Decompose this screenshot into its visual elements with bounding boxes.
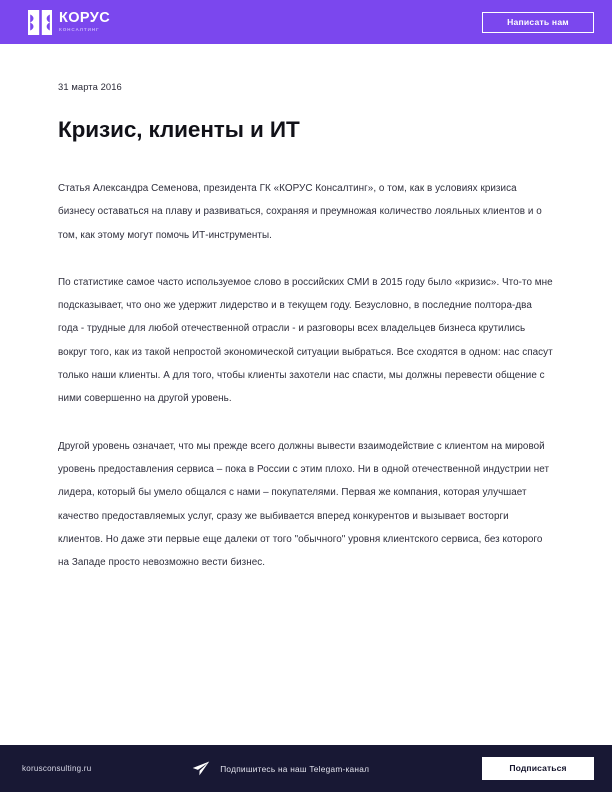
article-container — [0, 81, 612, 574]
telegram-paper-plane-icon — [192, 761, 210, 776]
article-body — [58, 177, 554, 574]
subscribe-button[interactable]: Подписаться — [482, 757, 594, 780]
footer-telegram-text: Подпишитесь на наш Telegam-канал — [220, 763, 370, 774]
brand-title: КОРУС — [59, 10, 111, 27]
footer-telegram-block[interactable] — [91, 761, 470, 776]
site-footer — [0, 745, 612, 792]
brand-wordmark — [59, 11, 110, 33]
site-header — [0, 0, 612, 44]
brand-logo[interactable] — [28, 10, 110, 35]
korus-logo-icon — [28, 10, 52, 35]
article-title: Кризис, клиенты и ИТ — [58, 117, 300, 142]
article-paragraph: По статистике самое часто используемое слово в российских СМИ в 2015 году было «кризис». Что-то мне подсказывает, что оно же удержит лидерство и в текущем году. Безусловно, в последние полтора-два года - трудные для любой отечественной отрасли - и разговоры всех владельцев бизнеса крутились вокруг того, как из такой непростой экономической ситуации выбраться. Все сходятся в одном: нас спасут только наши клиенты. А для того, чтобы клиенты захотели нас спасти, мы должны перевести общение с ними совершенно на другой уровень. — [58, 276, 553, 405]
article-date: 31 марта 2016 — [58, 81, 122, 92]
article-paragraph: Другой уровень означает, что мы прежде всего должны вывести взаимодействие с клиентом на мировой уровень предоставления сервиса – пока в России с этим плохо. Ни в одной отечественной индустрии нет лидера, который бы умело общался с нами – покупателями. Первая же компания, которая улучшает качество предоставляемых услуг, сразу же выбивается вперед конкурентов и вызывает восторги клиентов. Но даже эти первые еще далеки от того "обычного" уровня клиентского сервиса, без которого на Западе просто невозможно вести бизнес. — [58, 440, 550, 569]
footer-website-url[interactable]: korusconsulting.ru — [22, 764, 92, 773]
contact-us-button[interactable]: Написать нам — [482, 12, 594, 33]
brand-subtitle: КОНСАЛТИНГ — [59, 27, 100, 33]
article-paragraph: Статья Александра Семенова, президента ГК «КОРУС Консалтинг», о том, как в условиях кризиса бизнесу оставаться на плаву и развиваться, сохраняя и преумножая количество лояльных клиентов и о том, как этому могут помочь ИТ-инструменты. — [58, 183, 542, 241]
